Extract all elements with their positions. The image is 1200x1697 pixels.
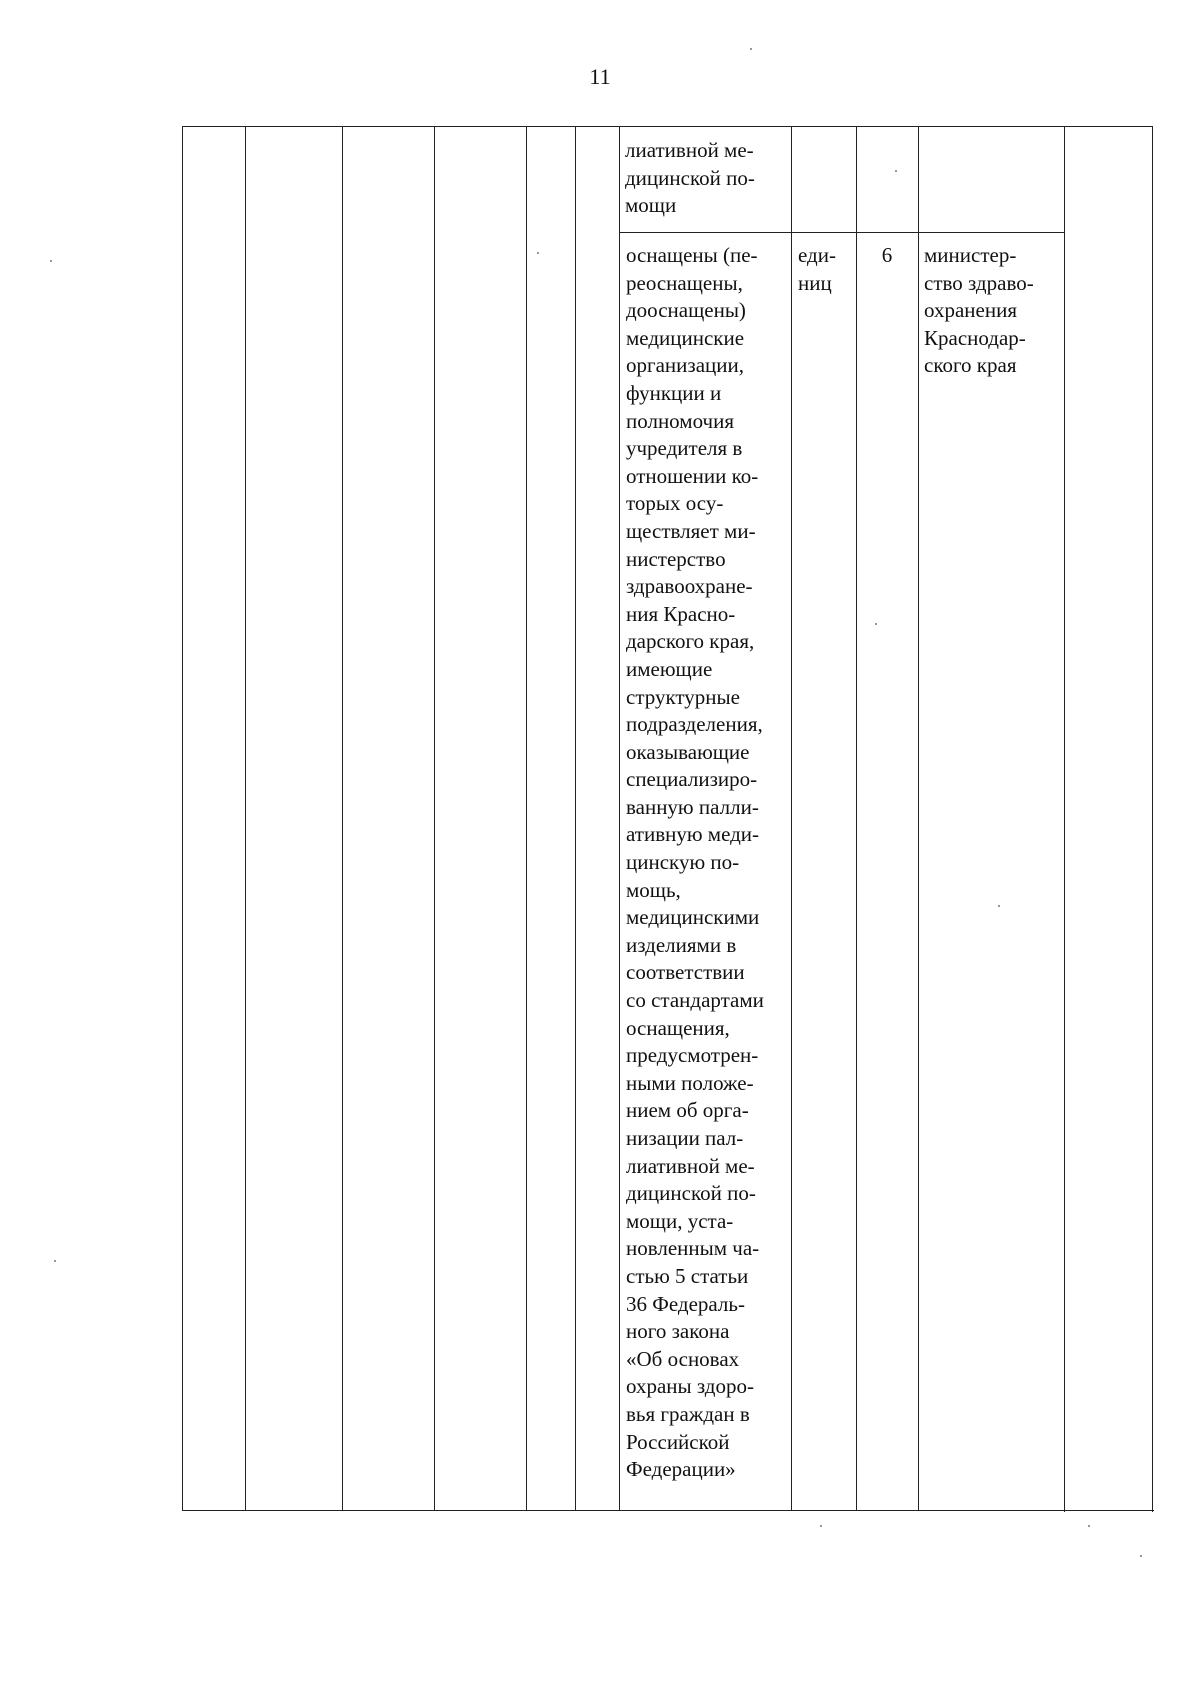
column-divider: [575, 126, 576, 1510]
column-divider: [791, 126, 792, 1510]
row-divider: [619, 232, 1064, 233]
column-divider: [342, 126, 343, 1510]
column-divider: [245, 126, 246, 1510]
scan-speck: [537, 252, 539, 254]
table-left-border: [182, 126, 183, 1510]
scan-speck: [820, 1525, 822, 1527]
column-divider: [1064, 126, 1065, 1512]
scan-speck: [50, 260, 52, 262]
column-divider: [619, 126, 620, 1510]
indicator-cell: оснащены (пе- реоснащены, дооснащены) медицинские организации, функции и полномочия учредителя в отношении ко- торых осу- ществляет ми- нистерство здравоохране- ния Красно- дарского края, имеющие структурные подразделения, оказывающие специализиро- ванную палли- ативную меди- цинскую по- мощь, медицинскими изделиями в соответствии со стандартами оснащения, предусмотрен- ными положе- нием об орга- низации пал- лиативной ме- дицинской по- мощи, уста- новленным ча- стью 5 статьи 36 Федераль- ного закона «Об основах охраны здоро- вья граждан в Российской Федерации»: [626, 243, 764, 1482]
scan-speck: [54, 1260, 56, 1262]
column-divider: [526, 126, 527, 1510]
table-top-border: [182, 126, 1152, 127]
value-cell: 6: [881, 243, 893, 267]
column-divider: [434, 126, 435, 1510]
scan-speck: [1140, 1555, 1142, 1557]
scan-speck: [875, 623, 877, 625]
column-divider: [856, 126, 857, 1510]
page-number: 11: [589, 64, 611, 89]
table-bottom-border: [182, 1510, 1154, 1511]
scan-speck: [750, 48, 752, 50]
table-right-border: [1152, 126, 1153, 1512]
scan-speck: [998, 905, 1000, 907]
scan-speck: [895, 170, 897, 172]
unit-cell: еди- ниц: [798, 243, 836, 295]
scan-speck: [1088, 1525, 1090, 1527]
responsible-cell: министер- ство здраво- охранения Краснодар- ского края: [924, 243, 1034, 378]
indicator-continuation-cell: лиативной ме- дицинской по- мощи: [625, 138, 755, 218]
column-divider: [918, 126, 919, 1510]
